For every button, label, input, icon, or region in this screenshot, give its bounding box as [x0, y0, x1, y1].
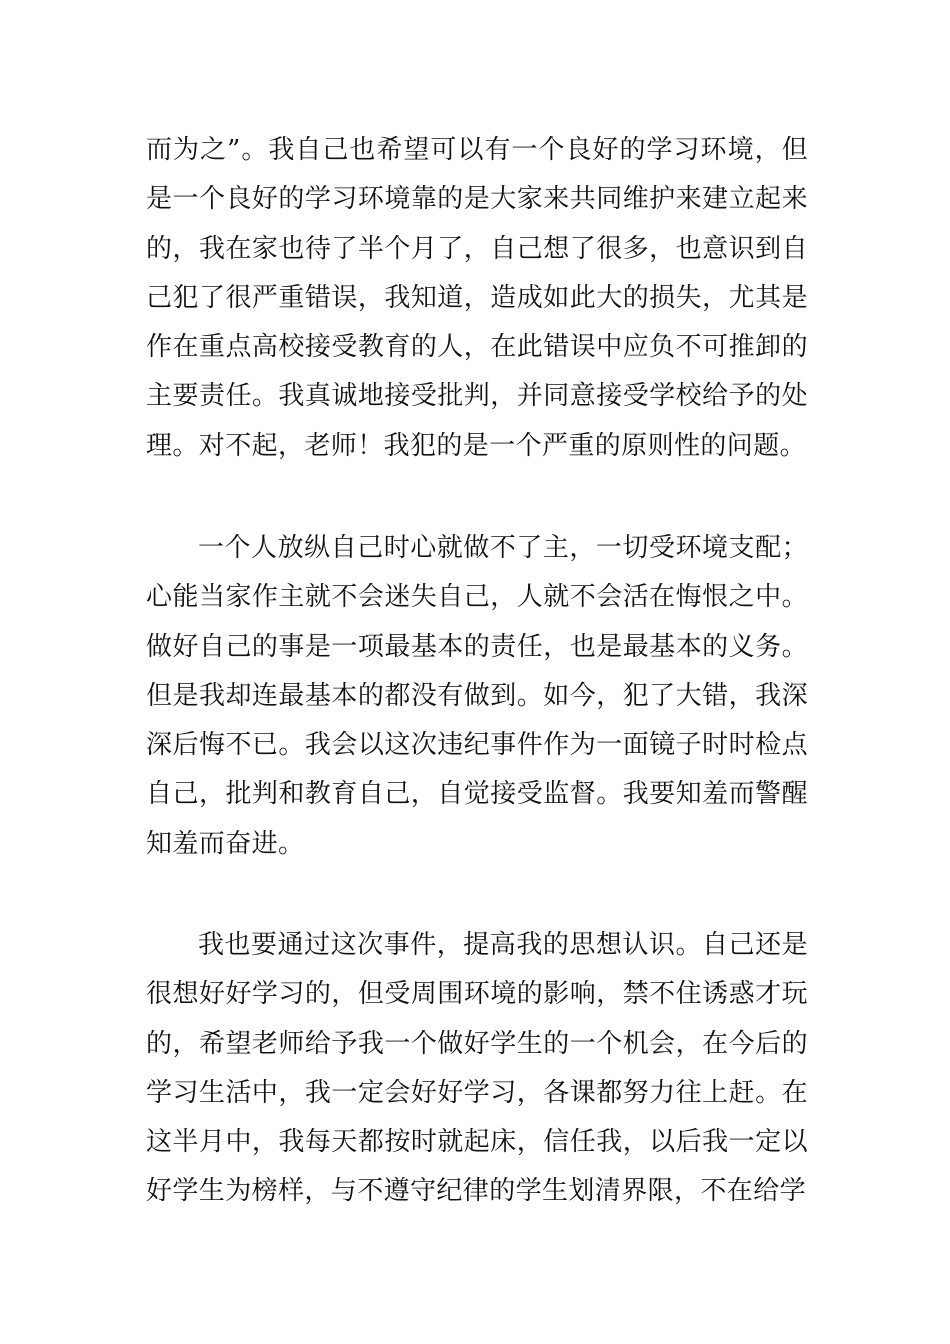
paragraph-continuation: 而为之”。我自己也希望可以有一个良好的学习环境，但是一个良好的学习环境靠的是大家来共同维护来建立起来的，我在家也待了半个月了，自己想了很多，也意识到自己犯了很严重错误，我知道，造成如此大的损失，尤其是作在重点高校接受教育的人，在此错误中应负不可推卸的主要责任。我真诚地接受批判，并同意接受学校给予的处理。对不起，老师！我犯的是一个严重的原则性的问题。 [146, 135, 808, 461]
paragraph-commitment: 我也要通过这次事件，提高我的思想认识。自己还是很想好好学习的，但受周围环境的影响，禁不住诱惑才玩的，希望老师给予我一个做好学生的一个机会，在今后的学习生活中，我一定会好好学习，各课都努力往上赶。在这半月中，我每天都按时就起床，信任我，以后我一定以好学生为榜样，与不遵守纪律的学生划清界限，不在给学 [146, 930, 808, 1207]
paragraph-self-reflection: 一个人放纵自己时心就做不了主，一切受环境支配；心能当家作主就不会迷失自己，人就不会活在悔恨之中。做好自己的事是一项最基本的责任，也是最基本的义务。但是我却连最基本的都没有做到。如今，犯了大错，我深深后悔不已。我会以这次违纪事件作为一面镜子时时检点自己，批判和教育自己，自觉接受监督。我要知羞而警醒知羞而奋进。 [146, 533, 808, 859]
